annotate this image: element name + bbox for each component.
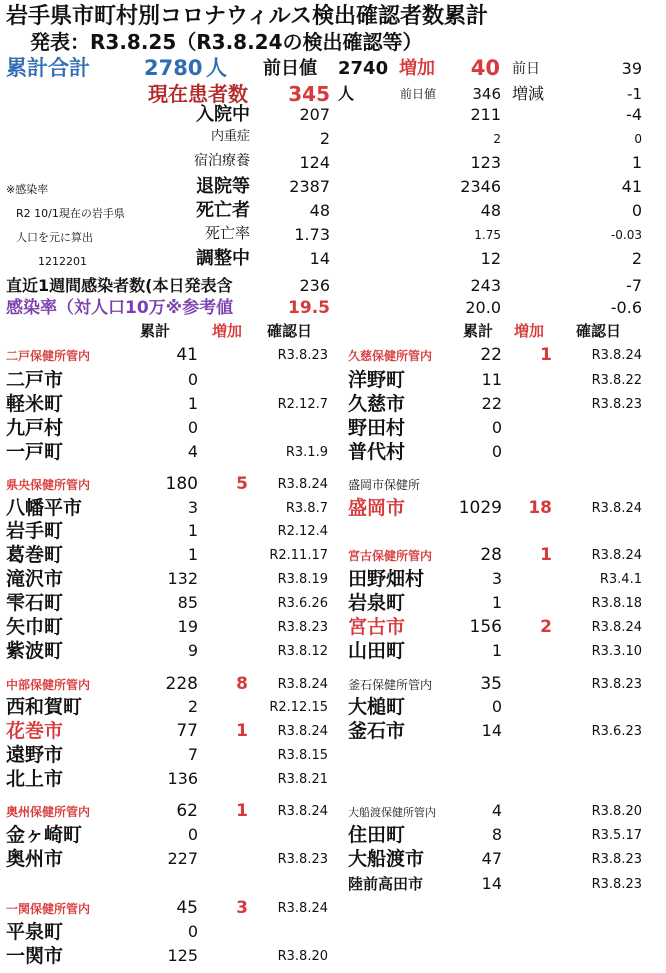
municipality-total: 125 bbox=[167, 946, 198, 965]
municipality-name: 住田町 bbox=[348, 824, 406, 846]
municipality-name: 普代村 bbox=[348, 441, 406, 463]
municipality-total: 35 bbox=[480, 674, 502, 694]
summary-row-label: 内重症 bbox=[210, 129, 250, 144]
municipality-total: 28 bbox=[480, 545, 502, 565]
municipality-increase: 2 bbox=[540, 617, 552, 637]
municipality-total: 85 bbox=[177, 593, 198, 612]
municipality-name: 野田村 bbox=[348, 417, 406, 439]
rate-value: 19.5 bbox=[288, 298, 330, 318]
municipality-date: R3.8.24 bbox=[277, 901, 328, 916]
summary-row-value: 2387 bbox=[289, 177, 330, 196]
municipality-total: 2 bbox=[187, 697, 198, 716]
summary-row-diff: 0 bbox=[634, 132, 642, 146]
municipality-name: 山田町 bbox=[348, 640, 406, 662]
municipality-name: 北上市 bbox=[6, 768, 64, 790]
municipality-total: 77 bbox=[176, 721, 198, 741]
prev-value: 2740 bbox=[338, 58, 389, 79]
municipality-total: 14 bbox=[481, 721, 502, 740]
municipality-total: 0 bbox=[491, 697, 502, 716]
municipality-name: 宮古市 bbox=[348, 616, 406, 638]
weekly-diff: -7 bbox=[626, 276, 642, 295]
municipality-total: 62 bbox=[176, 801, 198, 821]
municipality-date: R3.8.22 bbox=[591, 373, 642, 388]
municipality-name: 久慈保健所管内 bbox=[348, 349, 433, 363]
municipality-total: 9 bbox=[187, 641, 198, 660]
municipality-date: R3.8.18 bbox=[591, 596, 642, 611]
rate-label: 感染率（対人口10万※参考値 bbox=[6, 298, 234, 318]
summary-row-label: 宿泊療養 bbox=[194, 153, 250, 169]
municipality-date: R3.8.23 bbox=[277, 348, 328, 363]
municipality-date: R3.8.7 bbox=[285, 501, 328, 516]
municipality-date: R3.1.9 bbox=[285, 445, 328, 460]
municipality-total: 0 bbox=[491, 418, 502, 437]
header-date-right: 確認日 bbox=[576, 322, 622, 340]
summary-row-value: 124 bbox=[299, 153, 330, 172]
municipality-date: R3.8.23 bbox=[591, 877, 642, 892]
summary-row-prev: 211 bbox=[470, 105, 501, 124]
municipality-name: 田野畑村 bbox=[348, 568, 425, 590]
municipality-name: 一戸町 bbox=[6, 441, 64, 463]
municipality-name: 葛巻町 bbox=[6, 544, 64, 566]
municipality-date: R3.8.20 bbox=[591, 804, 642, 819]
summary-row-value: 1.73 bbox=[294, 225, 330, 244]
page-title: 岩手県市町村別コロナウィルス検出確認者数累計 bbox=[6, 4, 489, 29]
total-value: 2780 bbox=[144, 56, 203, 80]
municipality-name: 遠野市 bbox=[6, 744, 64, 766]
municipality-total: 41 bbox=[176, 345, 198, 365]
municipality-date: R3.5.17 bbox=[591, 828, 642, 843]
municipality-total: 1 bbox=[187, 545, 198, 564]
municipality-date: R3.6.26 bbox=[277, 596, 328, 611]
municipality-date: R3.4.1 bbox=[599, 572, 642, 587]
municipality-date: R3.8.24 bbox=[591, 548, 642, 563]
municipality-total: 7 bbox=[187, 745, 198, 764]
municipality-name: 滝沢市 bbox=[6, 568, 64, 590]
total-label: 累計合計 bbox=[6, 56, 90, 80]
prev-day-label: 前日 bbox=[512, 61, 540, 77]
header-cumulative-left: 累計 bbox=[140, 322, 171, 340]
municipality-total: 0 bbox=[187, 418, 198, 437]
note-4: 1212201 bbox=[38, 255, 87, 268]
note-1: ※感染率 bbox=[6, 183, 49, 196]
municipality-name: 二戸保健所管内 bbox=[6, 349, 91, 363]
municipality-total: 228 bbox=[165, 674, 198, 694]
municipality-total: 22 bbox=[480, 345, 502, 365]
summary-row-prev: 123 bbox=[470, 153, 501, 172]
municipality-name: 岩泉町 bbox=[348, 592, 406, 614]
prev-label: 前日値 bbox=[263, 58, 317, 79]
summary-row-prev: 48 bbox=[480, 201, 501, 220]
header-cumulative-right: 累計 bbox=[463, 322, 494, 340]
municipality-name: 大槌町 bbox=[348, 696, 406, 718]
municipality-increase: 1 bbox=[540, 545, 552, 565]
municipality-total: 45 bbox=[176, 898, 198, 918]
municipality-date: R2.12.15 bbox=[269, 700, 328, 715]
municipality-total: 3 bbox=[187, 498, 198, 517]
municipality-total: 11 bbox=[481, 370, 502, 389]
municipality-date: R3.8.23 bbox=[591, 852, 642, 867]
municipality-date: R3.8.20 bbox=[277, 949, 328, 964]
municipality-total: 22 bbox=[481, 394, 502, 413]
summary-row-prev: 2346 bbox=[460, 177, 501, 196]
municipality-increase: 18 bbox=[528, 498, 552, 518]
municipality-name: 一関市 bbox=[6, 945, 64, 967]
municipality-date: R3.8.24 bbox=[277, 804, 328, 819]
municipality-date: R3.8.12 bbox=[277, 644, 328, 659]
summary-row-diff: -0.03 bbox=[610, 228, 642, 242]
municipality-name: 二戸市 bbox=[6, 369, 64, 391]
summary-row-diff: -4 bbox=[626, 105, 642, 124]
summary-row-diff: 1 bbox=[631, 153, 642, 172]
municipality-total: 156 bbox=[469, 617, 502, 637]
weekly-prev: 243 bbox=[470, 276, 501, 295]
summary-row-value: 14 bbox=[309, 249, 330, 268]
municipality-date: R3.8.23 bbox=[591, 397, 642, 412]
municipality-name: 軽米町 bbox=[6, 393, 64, 415]
municipality-total: 1 bbox=[187, 394, 198, 413]
prev-day-value: 39 bbox=[621, 59, 642, 78]
municipality-total: 1 bbox=[491, 593, 502, 612]
municipality-date: R3.8.23 bbox=[591, 677, 642, 692]
municipality-increase: 8 bbox=[236, 674, 248, 694]
municipality-total: 1 bbox=[187, 521, 198, 540]
municipality-total: 4 bbox=[491, 801, 502, 820]
municipality-name: 西和賀町 bbox=[6, 696, 83, 718]
municipality-date: R3.8.24 bbox=[591, 501, 642, 516]
municipality-total: 0 bbox=[491, 442, 502, 461]
municipality-date: R3.8.24 bbox=[277, 477, 328, 492]
municipality-date: R2.11.17 bbox=[269, 548, 328, 563]
municipality-date: R3.8.15 bbox=[277, 748, 328, 763]
note-2: R2 10/1現在の岩手県 bbox=[16, 207, 125, 220]
municipality-date: R3.8.24 bbox=[277, 724, 328, 739]
summary-row-prev: 12 bbox=[480, 249, 501, 268]
municipality-date: R3.6.23 bbox=[591, 724, 642, 739]
diff-label: 増減 bbox=[512, 84, 545, 103]
municipality-total: 0 bbox=[187, 922, 198, 941]
municipality-name: 雫石町 bbox=[6, 592, 64, 614]
note-3: 人口を元に算出 bbox=[16, 231, 93, 244]
municipality-date: R2.12.7 bbox=[277, 397, 328, 412]
municipality-date: R3.8.24 bbox=[591, 620, 642, 635]
municipality-date: R3.8.24 bbox=[277, 677, 328, 692]
municipality-increase: 1 bbox=[540, 345, 552, 365]
municipality-total: 1029 bbox=[458, 498, 502, 518]
municipality-name: 県央保健所管内 bbox=[6, 478, 91, 492]
increase-label: 増加 bbox=[399, 58, 435, 79]
summary-row-label: 退院等 bbox=[196, 176, 250, 197]
municipality-name: 陸前高田市 bbox=[348, 875, 424, 893]
municipality-date: R2.12.4 bbox=[277, 524, 328, 539]
municipality-date: R3.8.24 bbox=[591, 348, 642, 363]
weekly-label: 直近1週間感染者数(本日発表含 bbox=[6, 276, 233, 295]
municipality-name: 釜石保健所管内 bbox=[348, 678, 433, 692]
municipality-name: 岩手町 bbox=[6, 520, 64, 542]
municipality-total: 136 bbox=[167, 769, 198, 788]
summary-row-prev: 2 bbox=[493, 132, 501, 146]
header-increase-right: 増加 bbox=[514, 322, 545, 340]
municipality-name: 宮古保健所管内 bbox=[348, 549, 433, 563]
municipality-total: 132 bbox=[167, 569, 198, 588]
municipality-date: R3.3.10 bbox=[591, 644, 642, 659]
municipality-name: 紫波町 bbox=[6, 640, 64, 662]
municipality-name: 釜石市 bbox=[348, 720, 406, 742]
summary-row-diff: 2 bbox=[631, 249, 642, 268]
municipality-name: 九戸村 bbox=[6, 417, 64, 439]
municipality-total: 3 bbox=[491, 569, 502, 588]
municipality-name: 大船渡保健所管内 bbox=[348, 806, 436, 819]
municipality-name: 洋野町 bbox=[348, 369, 406, 391]
summary-row-label: 死亡者 bbox=[196, 200, 250, 221]
municipality-name: 矢巾町 bbox=[6, 616, 64, 638]
current-prev: 346 bbox=[472, 85, 501, 103]
summary-row-value: 207 bbox=[299, 105, 330, 124]
municipality-date: R3.8.21 bbox=[277, 772, 328, 787]
summary-row-value: 2 bbox=[319, 129, 330, 148]
municipality-date: R3.8.19 bbox=[277, 572, 328, 587]
municipality-increase: 3 bbox=[236, 898, 248, 918]
municipality-increase: 1 bbox=[236, 801, 248, 821]
municipality-total: 14 bbox=[481, 874, 502, 893]
municipality-total: 0 bbox=[187, 370, 198, 389]
current-diff: -1 bbox=[627, 85, 642, 103]
summary-row-label: 調整中 bbox=[196, 248, 250, 269]
municipality-name: 中部保健所管内 bbox=[6, 678, 91, 692]
header-date-left: 確認日 bbox=[267, 322, 313, 340]
municipality-date: R3.8.23 bbox=[277, 620, 328, 635]
municipality-date: R3.8.23 bbox=[277, 852, 328, 867]
municipality-total: 8 bbox=[491, 825, 502, 844]
municipality-name: 奥州保健所管内 bbox=[6, 805, 91, 819]
municipality-total: 0 bbox=[187, 825, 198, 844]
municipality-total: 4 bbox=[187, 442, 198, 461]
current-unit: 人 bbox=[338, 84, 355, 103]
summary-row-value: 48 bbox=[309, 201, 330, 220]
increase-value: 40 bbox=[470, 56, 500, 80]
municipality-name: 平泉町 bbox=[6, 921, 64, 943]
municipality-increase: 5 bbox=[236, 474, 248, 494]
municipality-total: 227 bbox=[167, 849, 198, 868]
municipality-name: 一関保健所管内 bbox=[6, 902, 91, 916]
rate-diff: -0.6 bbox=[610, 298, 642, 317]
summary-row-label: 死亡率 bbox=[204, 224, 250, 242]
municipality-name: 久慈市 bbox=[348, 393, 406, 415]
municipality-name: 盛岡市保健所 bbox=[348, 478, 421, 492]
municipality-name: 大船渡市 bbox=[348, 848, 425, 870]
municipality-name: 金ヶ崎町 bbox=[6, 824, 83, 846]
current-prev-label: 前日値 bbox=[400, 87, 437, 101]
current-label: 現在患者数 bbox=[148, 82, 248, 106]
total-unit: 人 bbox=[206, 56, 227, 80]
municipality-name: 花巻市 bbox=[6, 720, 64, 742]
summary-row-prev: 1.75 bbox=[474, 228, 501, 242]
municipality-name: 八幡平市 bbox=[6, 497, 83, 519]
municipality-total: 19 bbox=[177, 617, 198, 636]
municipality-total: 47 bbox=[481, 849, 502, 868]
summary-row-label: 入院中 bbox=[196, 104, 250, 125]
municipality-total: 180 bbox=[165, 474, 198, 494]
current-value: 345 bbox=[288, 82, 330, 106]
weekly-value: 236 bbox=[299, 276, 330, 295]
municipality-increase: 1 bbox=[236, 721, 248, 741]
rate-prev: 20.0 bbox=[465, 298, 501, 317]
summary-row-diff: 41 bbox=[621, 177, 642, 196]
summary-row-diff: 0 bbox=[631, 201, 642, 220]
municipality-total: 1 bbox=[491, 641, 502, 660]
municipality-name: 盛岡市 bbox=[348, 497, 406, 519]
page-subtitle: 発表：R3.8.25（R3.8.24の検出確認等） bbox=[30, 30, 423, 54]
header-increase-left: 増加 bbox=[212, 322, 243, 340]
municipality-name: 奥州市 bbox=[6, 848, 64, 870]
